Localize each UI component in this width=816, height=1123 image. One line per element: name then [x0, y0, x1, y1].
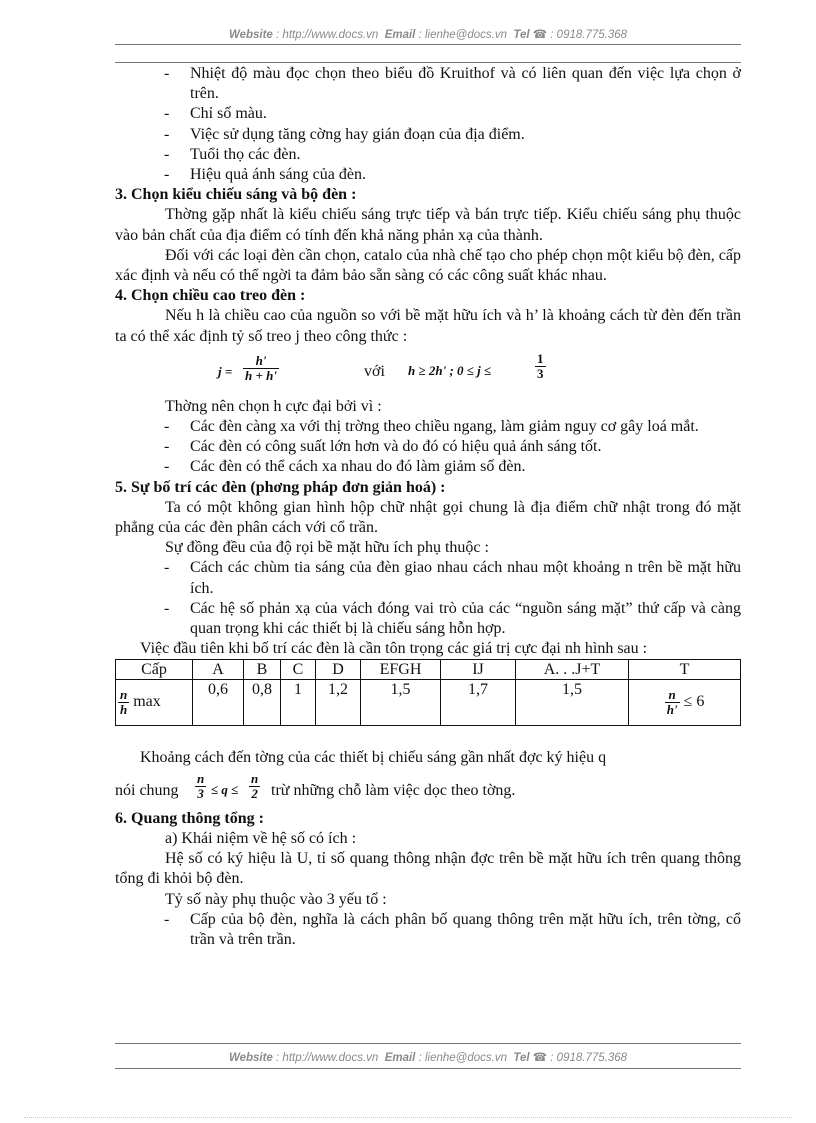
- fraction: $\frac{n}{h'}$: [666, 687, 678, 718]
- fraction: $\frac{n}{2}$: [251, 770, 259, 801]
- section-3-heading: 3. Chọn kiểu chiếu sáng và bộ đèn :: [115, 186, 357, 204]
- phone-icon: ☎: [532, 1052, 548, 1064]
- tel-value: : 0918.775.368: [550, 29, 628, 41]
- email-label: Email: [384, 29, 416, 41]
- table-cell: C: [281, 660, 316, 680]
- list-item: - Tuổi thọ các đèn.: [164, 145, 301, 163]
- table-cell: 1,2: [316, 680, 361, 726]
- page-edge: [24, 1117, 792, 1118]
- list-item: - Các đèn càng xa với thị trờng theo chiều ngang, làm giảm nguy cơ gây loá mắt.: [164, 418, 699, 436]
- fraction: $\frac{h'}{h + h'}$: [245, 352, 277, 383]
- page-header: [115, 27, 741, 41]
- list-item: - Các đèn có công suất lớn hơn và do đó có hiệu quả ánh sáng tốt.: [164, 438, 602, 456]
- table-header-row: [116, 660, 741, 680]
- table-cell: 0,8: [244, 680, 281, 726]
- list-item: - Các đèn có thể cách xa nhau do đó làm giảm số đèn.: [164, 458, 526, 476]
- table-row: [116, 680, 741, 726]
- list-item: - Cấp của bộ đèn, nghĩa là cách phân bố quang thông trên mặt hữu ích, trên tờng, cổ trần và trên trần.: [164, 910, 741, 948]
- header-divider: [115, 44, 741, 45]
- email-value: : lienhe@docs.vn: [418, 1052, 507, 1064]
- website-value: : http://www.docs.vn: [276, 29, 379, 41]
- page-footer: [115, 1050, 741, 1064]
- section-4-heading: 4. Chọn chiều cao treo đèn :: [115, 287, 306, 305]
- list-item: - Nhiệt độ màu đọc chọn theo biểu đồ Kruithof và có liên quan đến việc lựa chọn ở trên.: [164, 65, 741, 103]
- paragraph: Thờng gặp nhất là kiểu chiếu sáng trực tiếp và bán trực tiếp. Kiểu chiếu sáng phụ thuộc vào bản chất của địa điểm có tính đến khả năng phản xạ của thành.: [115, 206, 741, 244]
- list-item: - Hiệu quả ánh sáng của đèn.: [164, 166, 366, 184]
- header-divider-2: [115, 62, 741, 63]
- table-cell: 1,5: [516, 680, 629, 726]
- website-label: Website: [228, 29, 273, 41]
- table-cell: 1,5: [361, 680, 441, 726]
- email-value: : lienhe@docs.vn: [418, 29, 507, 41]
- formula-j: j = $\frac{h'}{h + h'}$ với h ≥ 2h' ; 0 ≤ j ≤ $\frac{1}{3}$: [218, 350, 544, 383]
- tel-label: Tel: [513, 1052, 530, 1064]
- paragraph: Tỷ số này phụ thuộc vào 3 yếu tố :: [165, 890, 387, 908]
- section-6-heading: 6. Quang thông tổng :: [115, 809, 264, 827]
- paragraph: Thờng nên chọn h cực đại bởi vì :: [165, 397, 382, 415]
- footer-divider-2: [115, 1068, 741, 1069]
- document-body: [115, 64, 741, 950]
- phone-icon: ☎: [532, 29, 548, 41]
- list-item: - Chỉ số màu.: [164, 105, 267, 123]
- formula-q: nói chung $\frac{n}{3}$ ≤ q ≤ $\frac{n}{2}$ trừ những chỗ làm việc dọc theo tờng.: [115, 770, 516, 801]
- paragraph: Khoảng cách đến tờng của các thiết bị chiếu sáng gần nhất đợc ký hiệu q: [140, 749, 607, 767]
- paragraph: Nếu h là chiều cao của nguồn so với bề mặt hữu ích và h’ là khoảng cách từ đèn đến trần ta có thể xác định tỷ số treo j theo công thức :: [115, 307, 741, 345]
- subheading: a) Khái niệm về hệ số có ích :: [165, 829, 357, 847]
- table-cell: A: [193, 660, 244, 680]
- tel-value: : 0918.775.368: [550, 1052, 628, 1064]
- paragraph: Đối với các loại đèn cần chọn, catalo của nhà chế tạo cho phép chọn một kiểu bộ đèn, cấp xác định và nếu có thể ngời ta đảm bảo sẵn sàng có các công suất khác nhau.: [115, 246, 741, 285]
- paragraph: Việc đầu tiên khi bố trí các đèn là cần tôn trọng các giá trị cực đại nh hình sau :: [140, 640, 648, 658]
- table-cell: 0,6: [193, 680, 244, 726]
- footer-divider: [115, 1043, 741, 1044]
- email-label: Email: [384, 1052, 416, 1064]
- fraction: $\frac{1}{3}$: [537, 350, 544, 381]
- fraction: $\frac{n}{3}$: [197, 770, 205, 801]
- list-item: - Các hệ số phản xạ của vách đóng vai trò của các “nguồn sáng mặt” thứ cấp và càng quan trọng khi các thiết bị là chiếu sáng hỗn hợp.: [164, 599, 741, 638]
- fraction: $\frac{n}{h}$: [120, 687, 128, 718]
- list-item: - Cách các chùm tia sáng của đèn giao nhau cách nhau một khoảng n trên bề mặt hữu ích.: [164, 559, 741, 597]
- table-cell: B: [244, 660, 281, 680]
- table-cell: EFGH: [361, 660, 441, 680]
- website-label: Website: [228, 1052, 273, 1064]
- data-table: [115, 659, 741, 726]
- section-5-heading: 5. Sự bố trí các đèn (phơng pháp đơn giản hoá) :: [115, 478, 446, 496]
- table-cell: Cấp: [116, 660, 193, 680]
- website-value: : http://www.docs.vn: [276, 1052, 379, 1064]
- table-cell: T: [629, 660, 741, 680]
- paragraph: Ta có một không gian hình hộp chữ nhật gọi chung là địa điểm chữ nhật trong đó mặt phẳng của các đèn phân cách với cổ trần.: [115, 498, 741, 537]
- table-cell: $\frac{n}{h'}$ ≤ 6: [629, 680, 741, 726]
- table-cell: 1,7: [441, 680, 516, 726]
- list-item: - Việc sử dụng tăng cờng hay gián đoạn của địa điểm.: [164, 125, 525, 143]
- paragraph: Hệ số có ký hiệu là U, tỉ số quang thông nhận đợc trên bề mặt hữu ích trên quang thông tổng đi khỏi bộ đèn.: [115, 850, 741, 888]
- table-cell: D: [316, 660, 361, 680]
- table-cell: $\frac{n}{h}$ max: [116, 680, 193, 726]
- tel-label: Tel: [513, 29, 530, 41]
- table-cell: IJ: [441, 660, 516, 680]
- paragraph: Sự đồng đều của độ rọi bề mặt hữu ích phụ thuộc :: [165, 539, 489, 557]
- table-cell: 1: [281, 680, 316, 726]
- table-cell: A. . .J+T: [516, 660, 629, 680]
